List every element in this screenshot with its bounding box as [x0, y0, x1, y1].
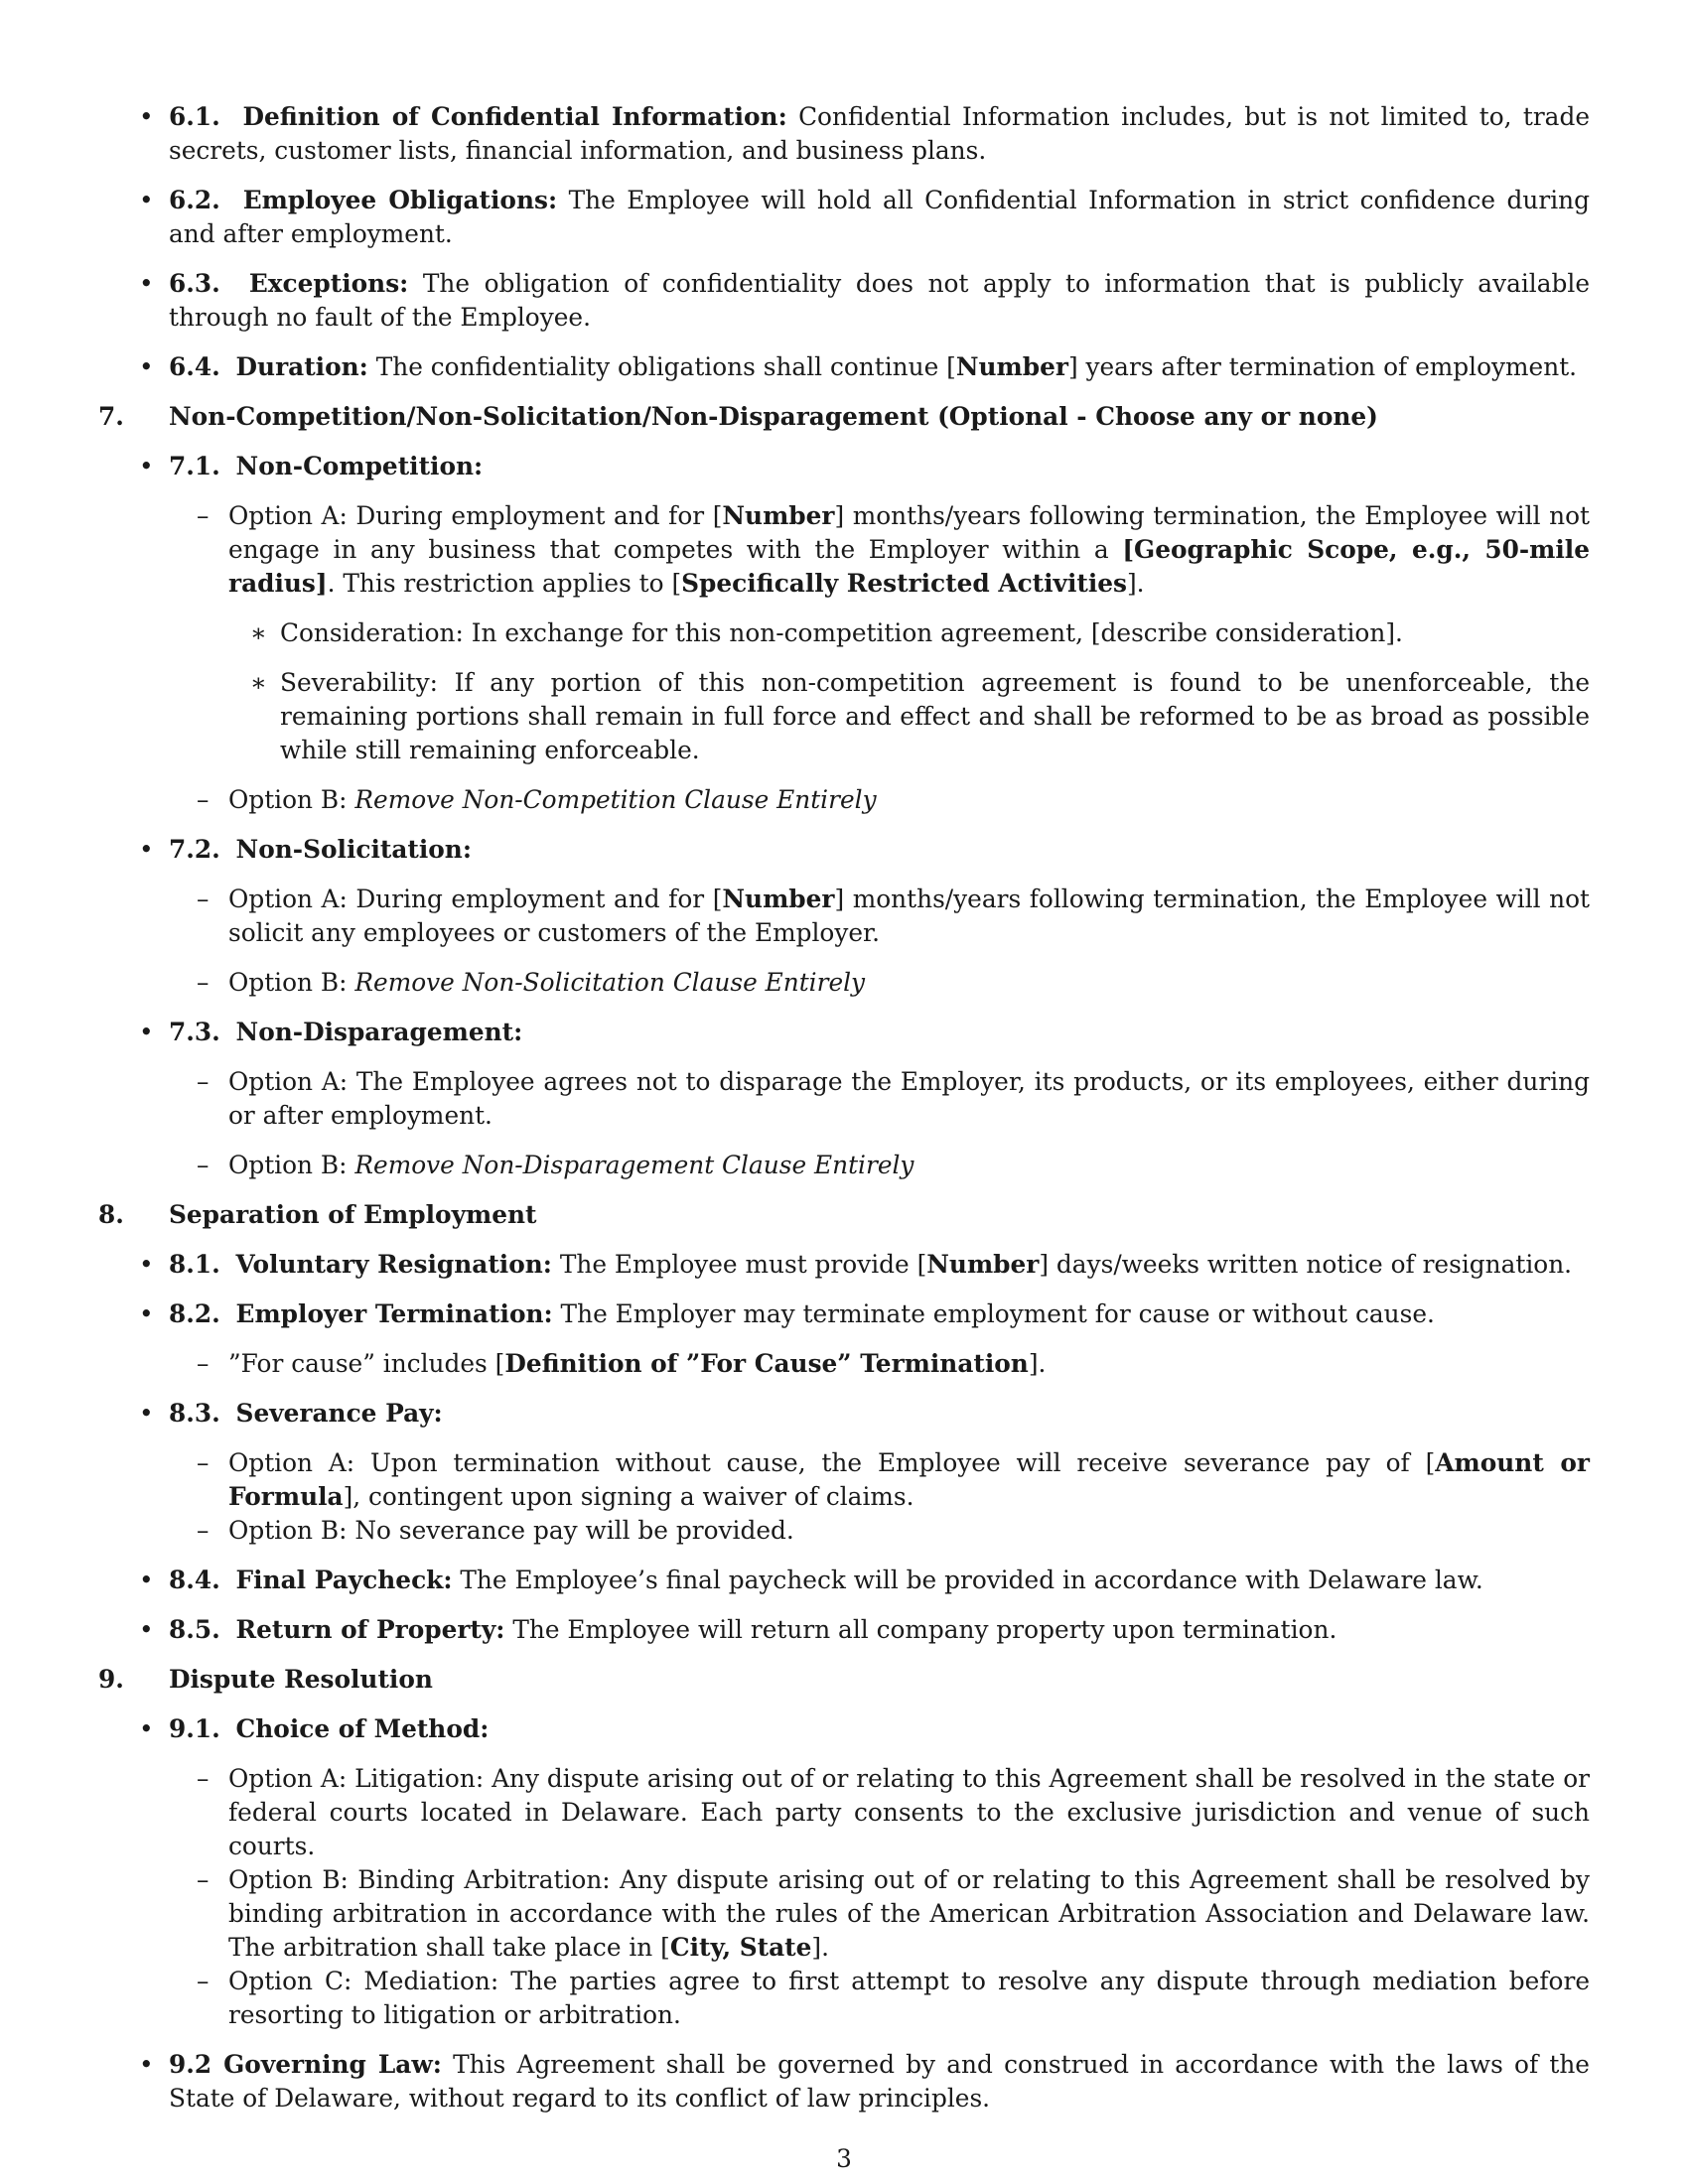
item-title: Exceptions: — [248, 269, 409, 298]
item-title: Voluntary Resignation: — [235, 1250, 552, 1279]
bullet: • — [139, 102, 154, 131]
item-title: Duration: — [235, 352, 368, 381]
item-label: 9.1. — [169, 1714, 220, 1743]
option-9-1-b — [98, 1863, 1590, 1965]
option-italic-text: Remove Non-Competition Clause Entirely — [354, 785, 877, 814]
item-8-2 — [98, 1297, 1590, 1331]
bullet: • — [139, 835, 154, 864]
item-8-5 — [98, 1613, 1590, 1647]
item-6-4 — [98, 350, 1590, 384]
option-text: ]. — [1028, 1349, 1047, 1378]
section-number: 9. — [98, 1665, 124, 1694]
item-title: Final Paycheck: — [235, 1566, 453, 1594]
severability-text: Severability: If any portion of this non-competition agreement is found to be unenforceable, the remaining portions shall remain in full force and effect and shall be reformed to be as broad as possible while still remaining enforceable. — [280, 668, 1590, 764]
dash: – — [197, 1448, 210, 1477]
bullet: • — [139, 1566, 154, 1594]
item-text: Confidential Information includes, but is not limited to, trade secrets, customer lists, financial information, and business plans. — [169, 102, 1591, 165]
placeholder-number: Number — [722, 885, 835, 913]
section-title: Non-Competition/Non-Solicitation/Non-Disparagement (Optional - Choose any or none) — [169, 402, 1378, 431]
option-7-3-a — [98, 1065, 1590, 1133]
item-text: The Employee will hold all Confidential Information in strict confidence during and after employment. — [169, 186, 1590, 248]
item-title: Non-Disparagement: — [235, 1018, 523, 1046]
section-9-heading — [98, 1663, 1590, 1697]
option-text: Option B: Binding Arbitration: Any dispute arising out of or relating to this Agreement shall be resolved by binding arbitration in accordance with the rules of the American Arbitration Association and Delaware law. The arbitration shall take place in [ — [228, 1865, 1590, 1962]
dash: – — [197, 501, 210, 530]
item-label: 8.5. — [169, 1615, 220, 1644]
for-cause-definition — [98, 1347, 1590, 1381]
dash: – — [197, 1349, 210, 1378]
item-text: This Agreement shall be governed by and construed in accordance with the laws of the State of Delaware, without regard to its conflict of law principles. — [169, 2050, 1590, 2113]
consideration-item — [98, 616, 1590, 650]
placeholder-number: Number — [722, 501, 835, 530]
item-text: ] years after termination of employment. — [1067, 352, 1578, 381]
item-label: 8.3. — [169, 1399, 220, 1428]
item-label: 6.2. — [169, 186, 220, 214]
item-title: Employer Termination: — [235, 1299, 553, 1328]
bullet: • — [139, 2050, 154, 2079]
bullet: • — [139, 1250, 154, 1279]
option-7-1-a — [98, 499, 1590, 601]
dash: – — [197, 1865, 210, 1894]
item-title: Non-Competition: — [235, 452, 484, 480]
bullet: • — [139, 186, 154, 214]
item-text: The confidentiality obligations shall continue [ — [367, 352, 956, 381]
bullet: • — [139, 1615, 154, 1644]
star-marker: ∗ — [250, 668, 267, 697]
option-text: . This restriction applies to [ — [327, 569, 682, 598]
bullet: • — [139, 452, 154, 480]
item-text: The Employee will return all company property upon termination. — [504, 1615, 1337, 1644]
option-8-3-b — [98, 1514, 1590, 1548]
item-7-1 — [98, 450, 1590, 483]
option-text: Option A: Litigation: Any dispute arising out of or relating to this Agreement shall be resolved in the state or federal courts located in Delaware. Each party consents to the exclusive jurisdiction and venue of such courts. — [228, 1764, 1590, 1860]
option-7-2-a — [98, 883, 1590, 950]
bullet: • — [139, 1018, 154, 1046]
option-text: Option C: Mediation: The parties agree to first attempt to resolve any dispute through mediation before resorting to litigation or arbitration. — [228, 1967, 1590, 2029]
option-text: ”For cause” includes [ — [228, 1349, 505, 1378]
option-9-1-c — [98, 1965, 1590, 2032]
option-text: Option A: The Employee agrees not to disparage the Employer, its products, or its employees, either during or after employment. — [228, 1067, 1590, 1130]
item-7-3 — [98, 1016, 1590, 1049]
dash: – — [197, 785, 210, 814]
section-number: 8. — [98, 1200, 124, 1229]
option-text: ]. — [1127, 569, 1145, 598]
option-prefix: Option B: — [228, 968, 355, 997]
placeholder-city-state: City, State — [669, 1933, 812, 1962]
option-text: ]. — [811, 1933, 829, 1962]
option-italic-text: Remove Non-Disparagement Clause Entirely — [354, 1151, 914, 1179]
option-text: ], contingent upon signing a waiver of claims. — [343, 1482, 914, 1511]
item-label: 8.4. — [169, 1566, 220, 1594]
option-text: ] months/years following termination, the Employee will not engage in any business that competes with the Employer within a — [228, 501, 1590, 564]
option-text: Option A: During employment and for [ — [228, 501, 723, 530]
item-8-1 — [98, 1248, 1590, 1282]
dash: – — [197, 1067, 210, 1096]
item-label: 7.1. — [169, 452, 220, 480]
placeholder-number: Number — [926, 1250, 1040, 1279]
item-label: 6.1. — [169, 102, 220, 131]
section-number: 7. — [98, 402, 124, 431]
item-text: ] days/weeks written notice of resignation. — [1039, 1250, 1573, 1279]
consideration-text: Consideration: In exchange for this non-competition agreement, [describe consideration]. — [280, 618, 1403, 647]
item-6-2 — [98, 184, 1590, 251]
option-7-1-b — [98, 783, 1590, 817]
page-content — [98, 100, 1590, 2116]
item-label: 8.2. — [169, 1299, 220, 1328]
section-title: Separation of Employment — [169, 1200, 537, 1229]
item-text: The Employee’s final paycheck will be provided in accordance with Delaware law. — [452, 1566, 1483, 1594]
placeholder-for-cause: Definition of ”For Cause” Termination — [504, 1349, 1029, 1378]
section-title: Dispute Resolution — [169, 1665, 433, 1694]
placeholder-restricted-activities: Specifically Restricted Activities — [681, 569, 1127, 598]
item-title: Return of Property: — [235, 1615, 505, 1644]
option-9-1-a — [98, 1762, 1590, 1863]
placeholder-amount: Amount or Formula — [228, 1448, 1590, 1511]
dash: – — [197, 1151, 210, 1179]
item-7-2 — [98, 833, 1590, 867]
item-text: The Employee must provide [ — [551, 1250, 927, 1279]
bullet: • — [139, 1714, 154, 1743]
option-text: Option A: During employment and for [ — [228, 885, 723, 913]
dash: – — [197, 1516, 210, 1545]
item-title: Choice of Method: — [235, 1714, 490, 1743]
option-italic-text: Remove Non-Solicitation Clause Entirely — [354, 968, 866, 997]
option-text: Option A: Upon termination without cause, the Employee will receive severance pay of [ — [228, 1448, 1436, 1477]
option-prefix: Option B: — [228, 1151, 355, 1179]
item-label: 7.3. — [169, 1018, 220, 1046]
dash: – — [197, 1967, 210, 1995]
bullet: • — [139, 1299, 154, 1328]
bullet: • — [139, 269, 154, 298]
option-8-3-a — [98, 1446, 1590, 1514]
option-text: ] months/years following termination, the Employee will not solicit any employees or customers of the Employer. — [228, 885, 1590, 947]
placeholder-geographic-scope: [Geographic Scope, e.g., 50-mile radius] — [228, 535, 1590, 598]
placeholder-number: Number — [955, 352, 1068, 381]
bullet: • — [139, 1399, 154, 1428]
item-9-1 — [98, 1712, 1590, 1746]
dash: – — [197, 1764, 210, 1793]
item-title: Employee Obligations: — [242, 186, 558, 214]
item-6-1 — [98, 100, 1590, 168]
item-9-2 — [98, 2048, 1590, 2116]
item-label: 8.1. — [169, 1250, 220, 1279]
item-6-3 — [98, 267, 1590, 335]
section-7-heading — [98, 400, 1590, 434]
item-title: Definition of Confidential Information: — [242, 102, 787, 131]
item-title: Severance Pay: — [235, 1399, 443, 1428]
item-8-4 — [98, 1564, 1590, 1597]
item-text: The obligation of confidentiality does not apply to information that is publicly available through no fault of the Employee. — [169, 269, 1591, 332]
dash: – — [197, 968, 210, 997]
item-text: The Employer may terminate employment for cause or without cause. — [552, 1299, 1435, 1328]
item-label: 6.3. — [169, 269, 220, 298]
option-prefix: Option B: — [228, 785, 355, 814]
page-number: 3 — [836, 2144, 852, 2173]
item-label: 6.4. — [169, 352, 220, 381]
option-7-2-b — [98, 966, 1590, 1000]
option-7-3-b — [98, 1149, 1590, 1182]
option-text: Option B: No severance pay will be provided. — [228, 1516, 794, 1545]
section-8-heading — [98, 1198, 1590, 1232]
item-label: 7.2. — [169, 835, 220, 864]
item-8-3 — [98, 1397, 1590, 1431]
dash: – — [197, 885, 210, 913]
star-marker: ∗ — [250, 618, 267, 647]
item-title: 9.2 Governing Law: — [169, 2050, 442, 2079]
severability-item — [98, 666, 1590, 767]
item-title: Non-Solicitation: — [235, 835, 472, 864]
bullet: • — [139, 352, 154, 381]
